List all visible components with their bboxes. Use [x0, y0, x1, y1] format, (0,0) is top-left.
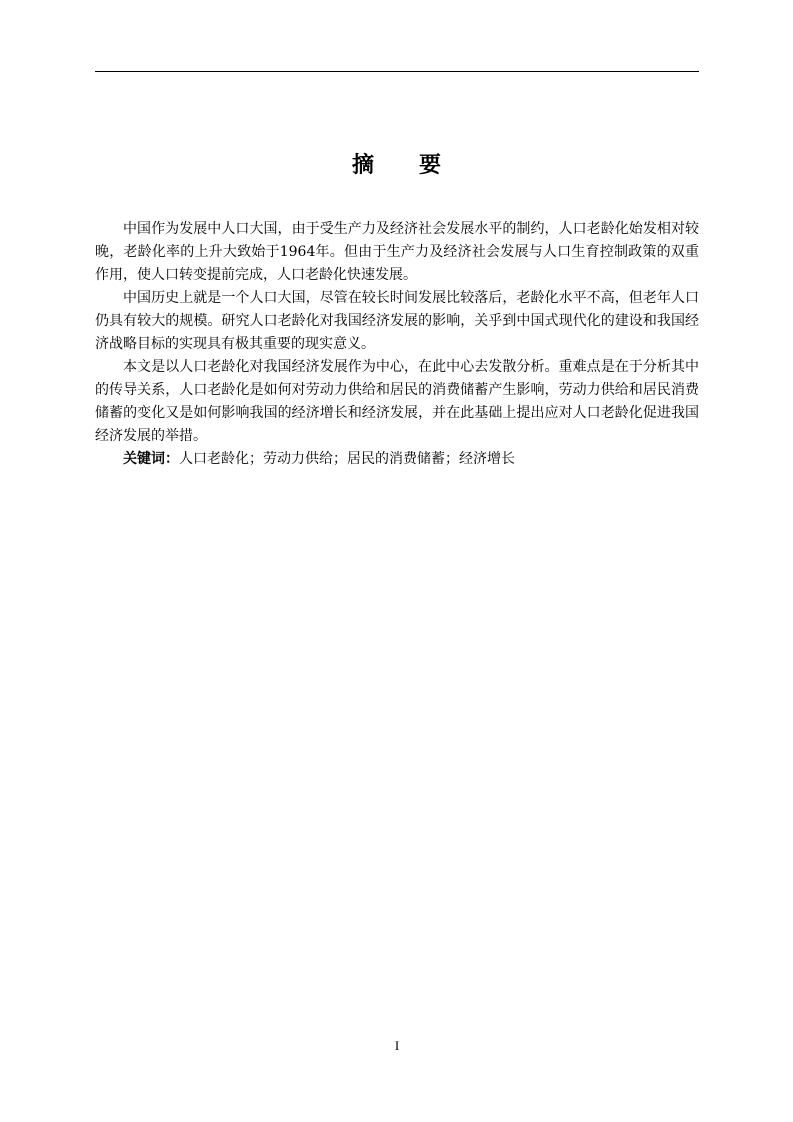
- abstract-paragraph-2: 中国历史上就是一个人口大国，尽管在较长时间发展比较落后，老龄化水平不高，但老年人口仍具有较大的规模。研究人口老龄化对我国经济发展的影响，关乎到中国式现代化的建设和我国经济战略目标的实现具有极其重要的现实意义。: [95, 290, 699, 352]
- title-char-1: 摘: [351, 153, 375, 178]
- abstract-paragraph-1: 中国作为发展中人口大国，由于受生产力及经济社会发展水平的制约，人口老龄化始发相对较晚，老龄化率的上升大致始于1964年。但由于生产力及经济社会发展与人口生育控制政策的双重作用，使人口转变提前完成，人口老龄化快速发展。: [95, 221, 699, 283]
- page-number: I: [394, 1038, 400, 1053]
- header-rule: [95, 71, 699, 72]
- keywords-value: 人口老龄化；劳动力供给；居民的消费储蓄；经济增长: [179, 451, 515, 467]
- title-char-2: 要: [419, 153, 443, 178]
- keywords-label: 关键词：: [123, 451, 179, 467]
- keywords-line: [95, 448, 699, 471]
- page-title: [95, 150, 699, 182]
- abstract-body: [95, 218, 699, 471]
- abstract-paragraph-3: 本文是以人口老龄化对我国经济发展作为中心，在此中心去发散分析。重难点是在于分析其中的传导关系，人口老龄化是如何对劳动力供给和居民的消费储蓄产生影响，劳动力供给和居民消费储蓄的变化又是如何影响我国的经济增长和经济发展，并在此基础上提出应对人口老龄化促进我国经济发展的举措。: [95, 359, 699, 444]
